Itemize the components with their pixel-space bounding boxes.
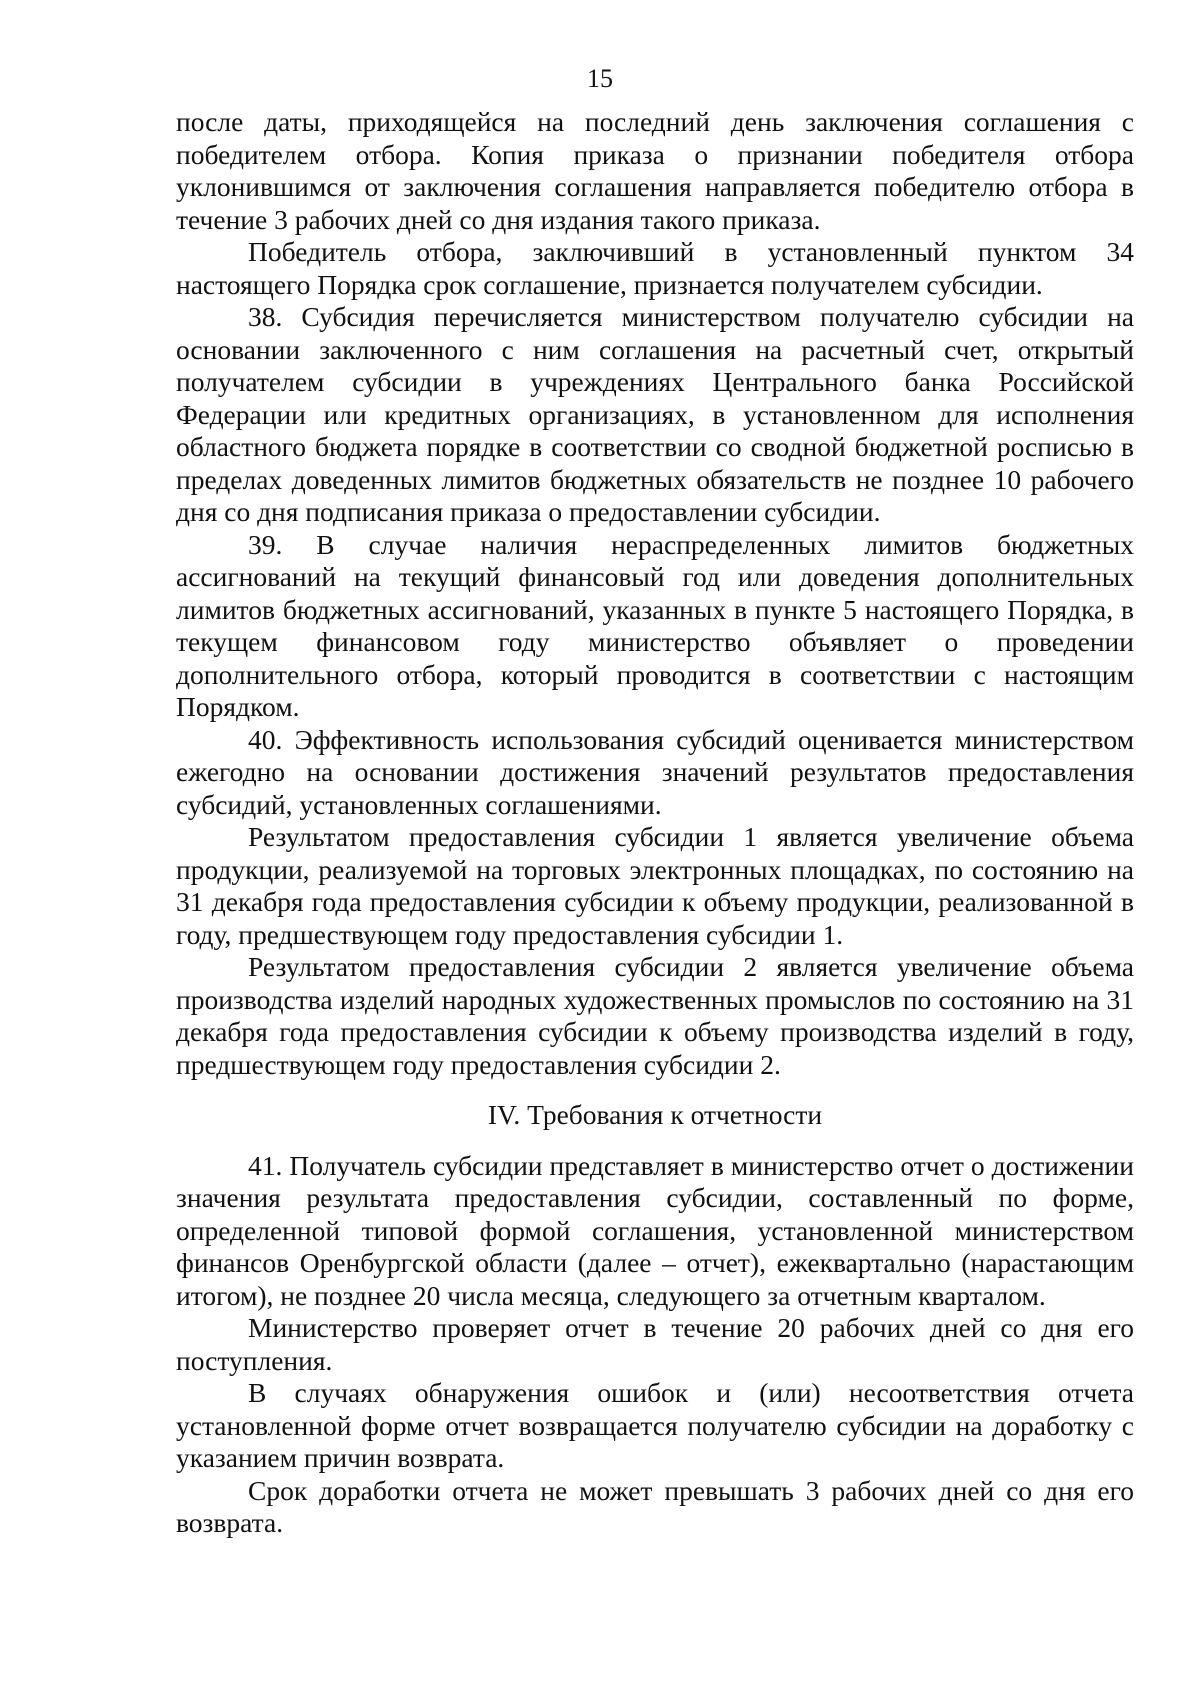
paragraph-report-return: В случаях обнаружения ошибок и (или) несоответствия отчета установленной форме отчет возвращается получателю субсидии на доработку с указанием причин возврата. bbox=[176, 1377, 1134, 1473]
document-body bbox=[176, 106, 1134, 1540]
paragraph-item-41: 41. Получатель субсидии представляет в министерство отчет о достижении значения результата предоставления субсидии, составленный по форме, определенной типовой формой соглашения, установленной министерством финансов Оренбургской области (далее – отчет), ежеквартально (нарастающим итогом), не позднее 20 числа месяца, следующего за отчетным кварталом. bbox=[176, 1149, 1134, 1311]
paragraph-report-check: Министерство проверяет отчет в течение 20 рабочих дней со дня его поступления. bbox=[176, 1312, 1134, 1376]
paragraph-result-subsidy-1: Результатом предоставления субсидии 1 является увеличение объема продукции, реализуемой на торговых электронных площадках, по состоянию на 31 декабря года предоставления субсидии к объему продукции, реализованной в году, предшествующем году предоставления субсидии 1. bbox=[176, 821, 1134, 950]
section-heading: IV. Требования к отчетности bbox=[487, 1099, 823, 1130]
paragraph-item-40: 40. Эффективность использования субсидий оценивается министерством ежегодно на основании достижения значений результатов предоставления субсидий, установленных соглашениями. bbox=[176, 723, 1134, 820]
paragraph-result-subsidy-2: Результатом предоставления субсидии 2 является увеличение объема производства изделий народных художественных промыслов по состоянию на 31 декабря года предоставления субсидии к объему производства изделий в году, предшествующем году предоставления субсидии 2. bbox=[176, 951, 1134, 1080]
paragraph-continuation: после даты, приходящейся на последний день заключения соглашения с победителем отбора. Копия приказа о признании победителя отбора уклонившимся от заключения соглашения направляется победителю отбора в течение 3 рабочих дней со дня издания такого приказа. bbox=[176, 106, 1134, 235]
page-number: 15 bbox=[587, 64, 613, 93]
paragraph-item-39: 39. В случае наличия нераспределенных лимитов бюджетных ассигнований на текущий финансовый год или доведения дополнительных лимитов бюджетных ассигнований, указанных в пункте 5 настоящего Порядка, в текущем финансовом году министерство объявляет о проведении дополнительного отбора, который проводится в соответствии с настоящим Порядком. bbox=[176, 528, 1134, 722]
paragraph-item-38: 38. Субсидия перечисляется министерством получателю субсидии на основании заключенного с ним соглашения на расчетный счет, открытый получателем субсидии в учреждениях Центрального банка Российской Федерации или кредитных организациях, в установленном для исполнения областного бюджета порядке в соответствии со сводной бюджетной росписью в пределах доведенных лимитов бюджетных обязательств не позднее 10 рабочего дня со дня подписания приказа о предоставлении субсидии. bbox=[176, 301, 1134, 527]
paragraph-revision-term: Срок доработки отчета не может превышать 3 рабочих дней со дня его возврата. bbox=[176, 1474, 1134, 1538]
paragraph-winner-recipient: Победитель отбора, заключивший в установленный пунктом 34 настоящего Порядка срок соглашение, признается получателем субсидии. bbox=[176, 236, 1134, 300]
